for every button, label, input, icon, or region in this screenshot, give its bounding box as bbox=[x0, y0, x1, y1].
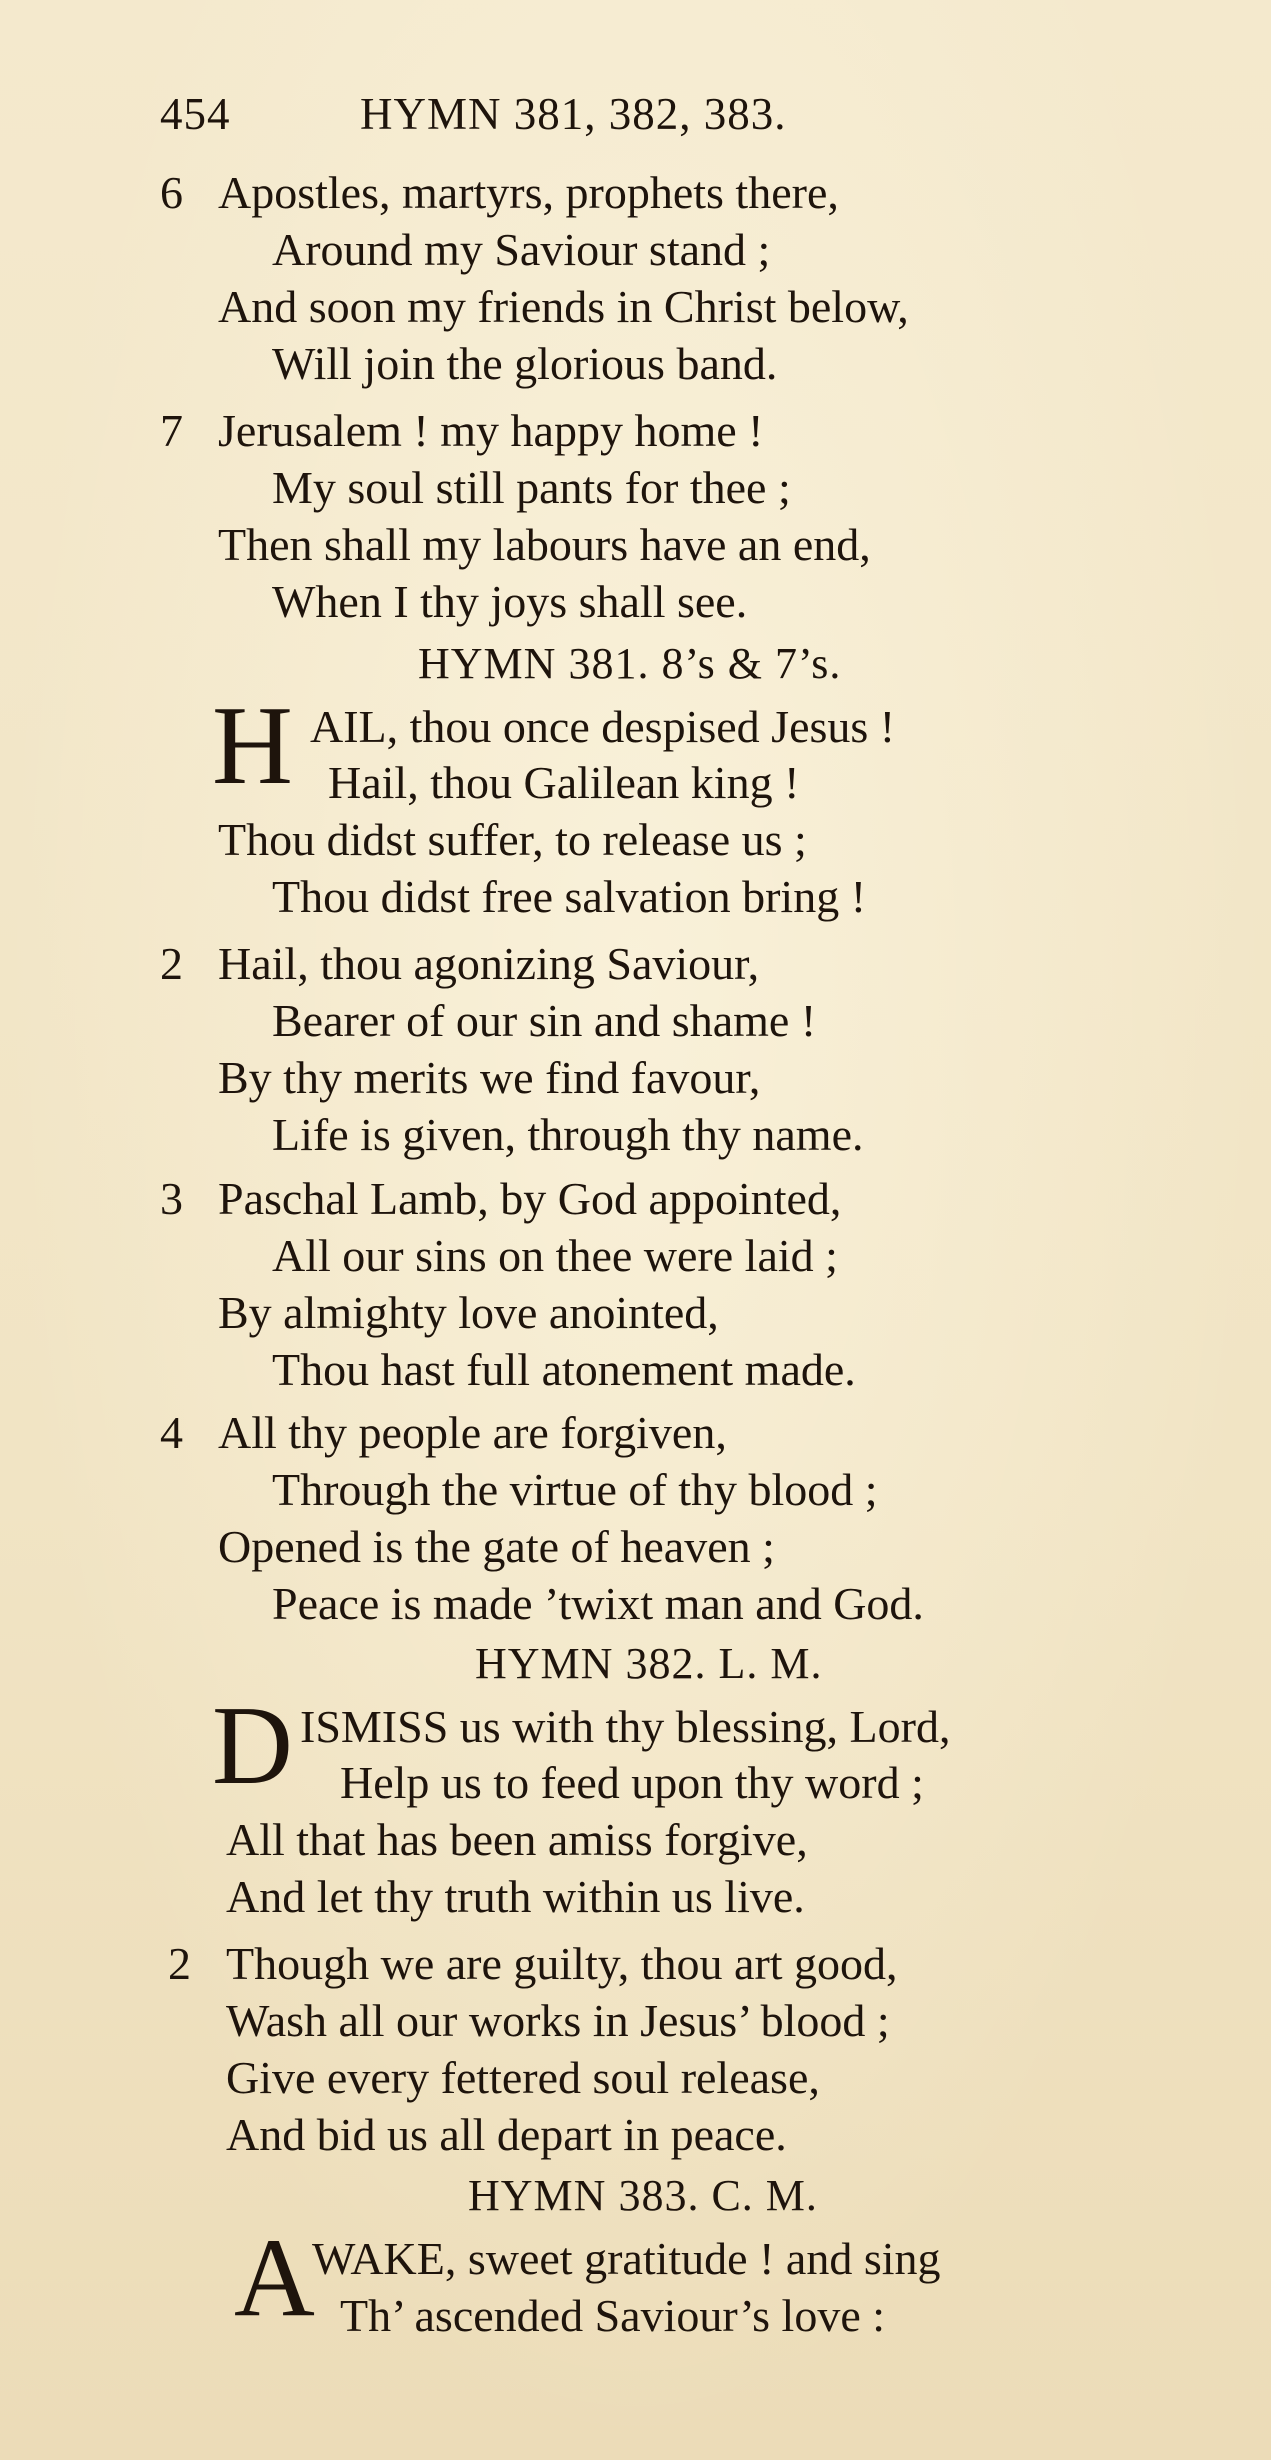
verse-line: ISMISS us with thy blessing, Lord, bbox=[300, 1701, 951, 1752]
verse-line: Peace is made ’twixt man and God. bbox=[272, 1578, 924, 1629]
verse-line: Hail, thou agonizing Saviour, bbox=[218, 938, 760, 989]
verse-line: AIL, thou once despised Jesus ! bbox=[310, 701, 896, 752]
verse-line: Then shall my labours have an end, bbox=[218, 519, 871, 570]
hymn-title: HYMN 383. C. M. bbox=[468, 2171, 818, 2220]
verse-line: And bid us all depart in peace. bbox=[226, 2109, 787, 2160]
verse-line: Life is given, through thy name. bbox=[272, 1109, 864, 1160]
hymn-title: HYMN 382. L. M. bbox=[475, 1639, 823, 1688]
verse-line: My soul still pants for thee ; bbox=[272, 462, 791, 513]
verse-line: All that has been amiss forgive, bbox=[226, 1814, 808, 1865]
verse-line: Th’ ascended Saviour’s love : bbox=[340, 2290, 886, 2341]
verse-line: WAKE, sweet gratitude ! and sing bbox=[312, 2233, 941, 2284]
verse-line: When I thy joys shall see. bbox=[272, 576, 748, 627]
verse-line: Through the virtue of thy blood ; bbox=[272, 1464, 878, 1515]
verse-line: Give every fettered soul release, bbox=[226, 2052, 820, 2103]
verse-line: Thou hast full atonement made. bbox=[272, 1344, 856, 1395]
verse-line: Help us to feed upon thy word ; bbox=[340, 1757, 924, 1808]
verse-line: Thou didst suffer, to release us ; bbox=[218, 814, 807, 865]
verse-line: Though we are guilty, thou art good, bbox=[226, 1938, 898, 1989]
verse-line: Around my Saviour stand ; bbox=[272, 224, 771, 275]
stanza-number: 7 bbox=[160, 405, 183, 456]
verse-line: Will join the glorious band. bbox=[272, 338, 778, 389]
verse-line: All our sins on thee were laid ; bbox=[272, 1230, 838, 1281]
stanza-number: 2 bbox=[160, 938, 183, 989]
verse-line: Apostles, martyrs, prophets there, bbox=[218, 167, 839, 218]
verse-line: By thy merits we find favour, bbox=[218, 1052, 761, 1103]
running-header bbox=[160, 88, 787, 140]
verse-line: Hail, thou Galilean king ! bbox=[328, 757, 800, 808]
verse-line: Wash all our works in Jesus’ blood ; bbox=[226, 1995, 890, 2046]
verse-line: And soon my friends in Christ below, bbox=[218, 281, 909, 332]
drop-cap: A bbox=[234, 2216, 315, 2340]
verse-line: And let thy truth within us live. bbox=[226, 1871, 805, 1922]
stanza-number: 4 bbox=[160, 1407, 183, 1458]
stanza-number: 3 bbox=[160, 1173, 183, 1224]
verse-line: Paschal Lamb, by God appointed, bbox=[218, 1173, 842, 1224]
hymn-title: HYMN 381. 8’s & 7’s. bbox=[418, 639, 842, 688]
running-title: HYMN 381, 382, 383. bbox=[360, 89, 787, 139]
verse-line: Opened is the gate of heaven ; bbox=[218, 1521, 775, 1572]
verse-line: Jerusalem ! my happy home ! bbox=[218, 405, 764, 456]
stanza-number: 6 bbox=[160, 167, 183, 218]
drop-cap: H bbox=[212, 684, 293, 808]
verse-line: By almighty love anointed, bbox=[218, 1287, 719, 1338]
verse-line: All thy people are forgiven, bbox=[218, 1407, 727, 1458]
stanza-number: 2 bbox=[168, 1938, 191, 1989]
verse-line: Thou didst free salvation bring ! bbox=[272, 871, 867, 922]
verse-line: Bearer of our sin and shame ! bbox=[272, 995, 817, 1046]
page-number: 454 bbox=[160, 89, 231, 139]
drop-cap: D bbox=[212, 1684, 293, 1808]
